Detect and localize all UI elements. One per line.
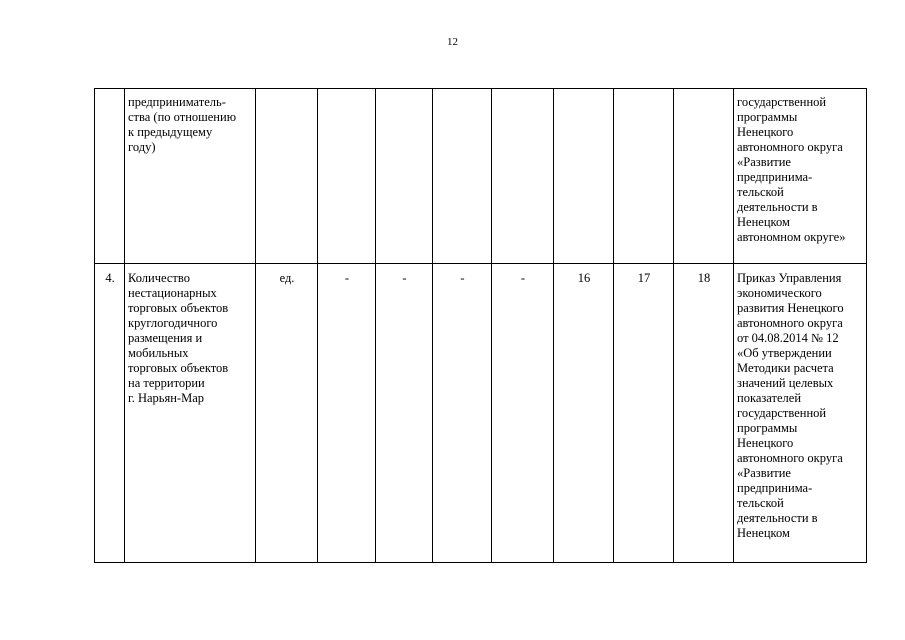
value-cell (376, 89, 433, 264)
value-cell: - (492, 264, 554, 563)
source-document: государственной программы Ненецкого автономного округа «Развитие предпринима- тельской деятельности в Ненецком автономном округе» (734, 89, 867, 264)
unit-cell: ед. (256, 264, 318, 563)
page-number: 12 (447, 36, 458, 48)
value-cell: - (433, 264, 492, 563)
table-row (95, 264, 867, 563)
indicator-name: Количество нестационарных торговых объектов круглогодичного размещения и мобильных торговых объектов на территории г. Нарьян-Мар (125, 264, 256, 563)
value-cell (433, 89, 492, 264)
unit-cell (256, 89, 318, 264)
value-cell (614, 89, 674, 264)
value-cell: 17 (614, 264, 674, 563)
value-cell (492, 89, 554, 264)
value-cell (318, 89, 376, 264)
value-cell (674, 89, 734, 264)
source-document: Приказ Управления экономического развития Ненецкого автономного округа от 04.08.2014 № 12 «Об утверждении Методики расчета значений целевых показателей государственной программы Ненецкого автономного округа «Развитие предпринима- тельской деятельности в Ненецком (734, 264, 867, 563)
table-row (95, 89, 867, 264)
indicators-table (94, 88, 867, 563)
row-number (95, 89, 125, 264)
row-number: 4. (95, 264, 125, 563)
value-cell: 18 (674, 264, 734, 563)
value-cell (554, 89, 614, 264)
value-cell: 16 (554, 264, 614, 563)
indicator-name: предприниматель- ства (по отношению к предыдущему году) (125, 89, 256, 264)
value-cell: - (318, 264, 376, 563)
value-cell: - (376, 264, 433, 563)
